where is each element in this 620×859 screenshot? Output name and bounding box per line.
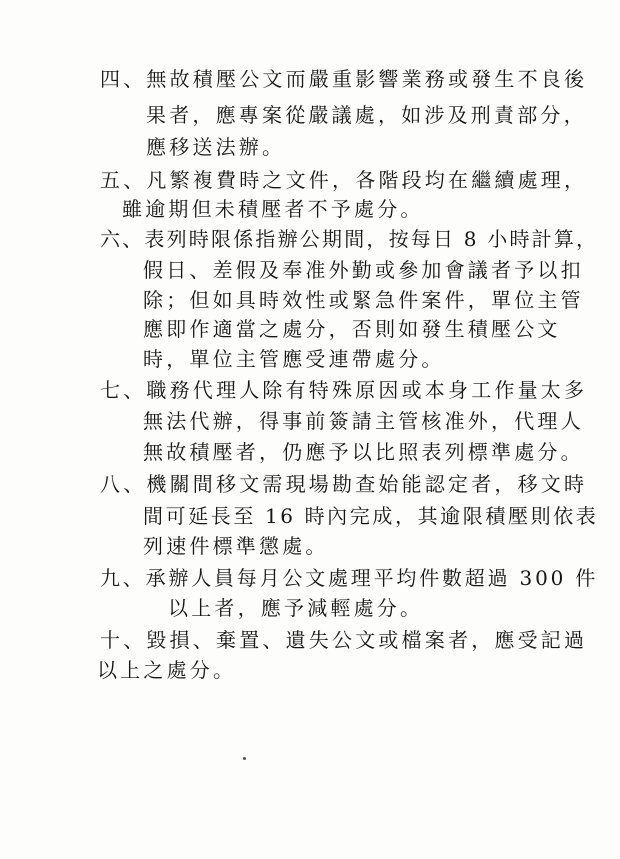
item-7-line-3: 無故積壓者，仍應予以比照表列標準處分。	[143, 440, 584, 464]
item-6-line-4: 應即作適當之處分，否則如發生積壓公文	[143, 317, 561, 341]
item-7-line-1: 七、職務代理人除有特殊原因或本身工作量太多	[100, 378, 588, 402]
item-6-line-5: 時，單位主管應受連帶處分。	[143, 347, 445, 371]
item-8-line-2: 間可延長至 16 時內完成，其逾限積壓則依表	[143, 504, 599, 528]
item-5-line-2: 雖逾期但未積壓者不予處分。	[122, 197, 424, 221]
item-5-line-1: 五、凡繁複費時之文件，各階段均在繼續處理，	[100, 168, 588, 192]
scan-speck	[243, 757, 246, 760]
item-9-line-2: 以上者，應予減輕處分。	[168, 596, 424, 620]
item-6-line-3: 除；但如具時效性或緊急件案件，單位主管	[143, 288, 584, 312]
item-6-line-2: 假日、差假及奉准外勤或參加會議者予以扣	[143, 258, 584, 282]
item-10-line-2: 以上之處分。	[97, 658, 237, 682]
item-7-line-2: 無法代辦，得事前簽請主管核准外，代理人	[143, 409, 584, 433]
item-4-line-3: 應移送法辦。	[146, 135, 286, 159]
item-10-line-1: 十、毀損、棄置、遺失公文或檔案者，應受記過	[100, 628, 588, 652]
item-6-line-1: 六、表列時限係指辦公期間，按每日 8 小時計算，	[100, 227, 599, 251]
item-4-line-2: 果者，應專案從嚴議處，如涉及刑責部分，	[146, 103, 587, 127]
item-8-line-3: 列速件標準懲處。	[143, 534, 329, 558]
item-4-line-1: 四、無故積壓公文而嚴重影響業務或發生不良後	[100, 67, 588, 91]
item-8-line-1: 八、機關間移文需現場勘查始能認定者，移文時	[100, 472, 588, 496]
item-9-line-1: 九、承辦人員每月公文處理平均件數超過 300 件	[100, 566, 599, 590]
